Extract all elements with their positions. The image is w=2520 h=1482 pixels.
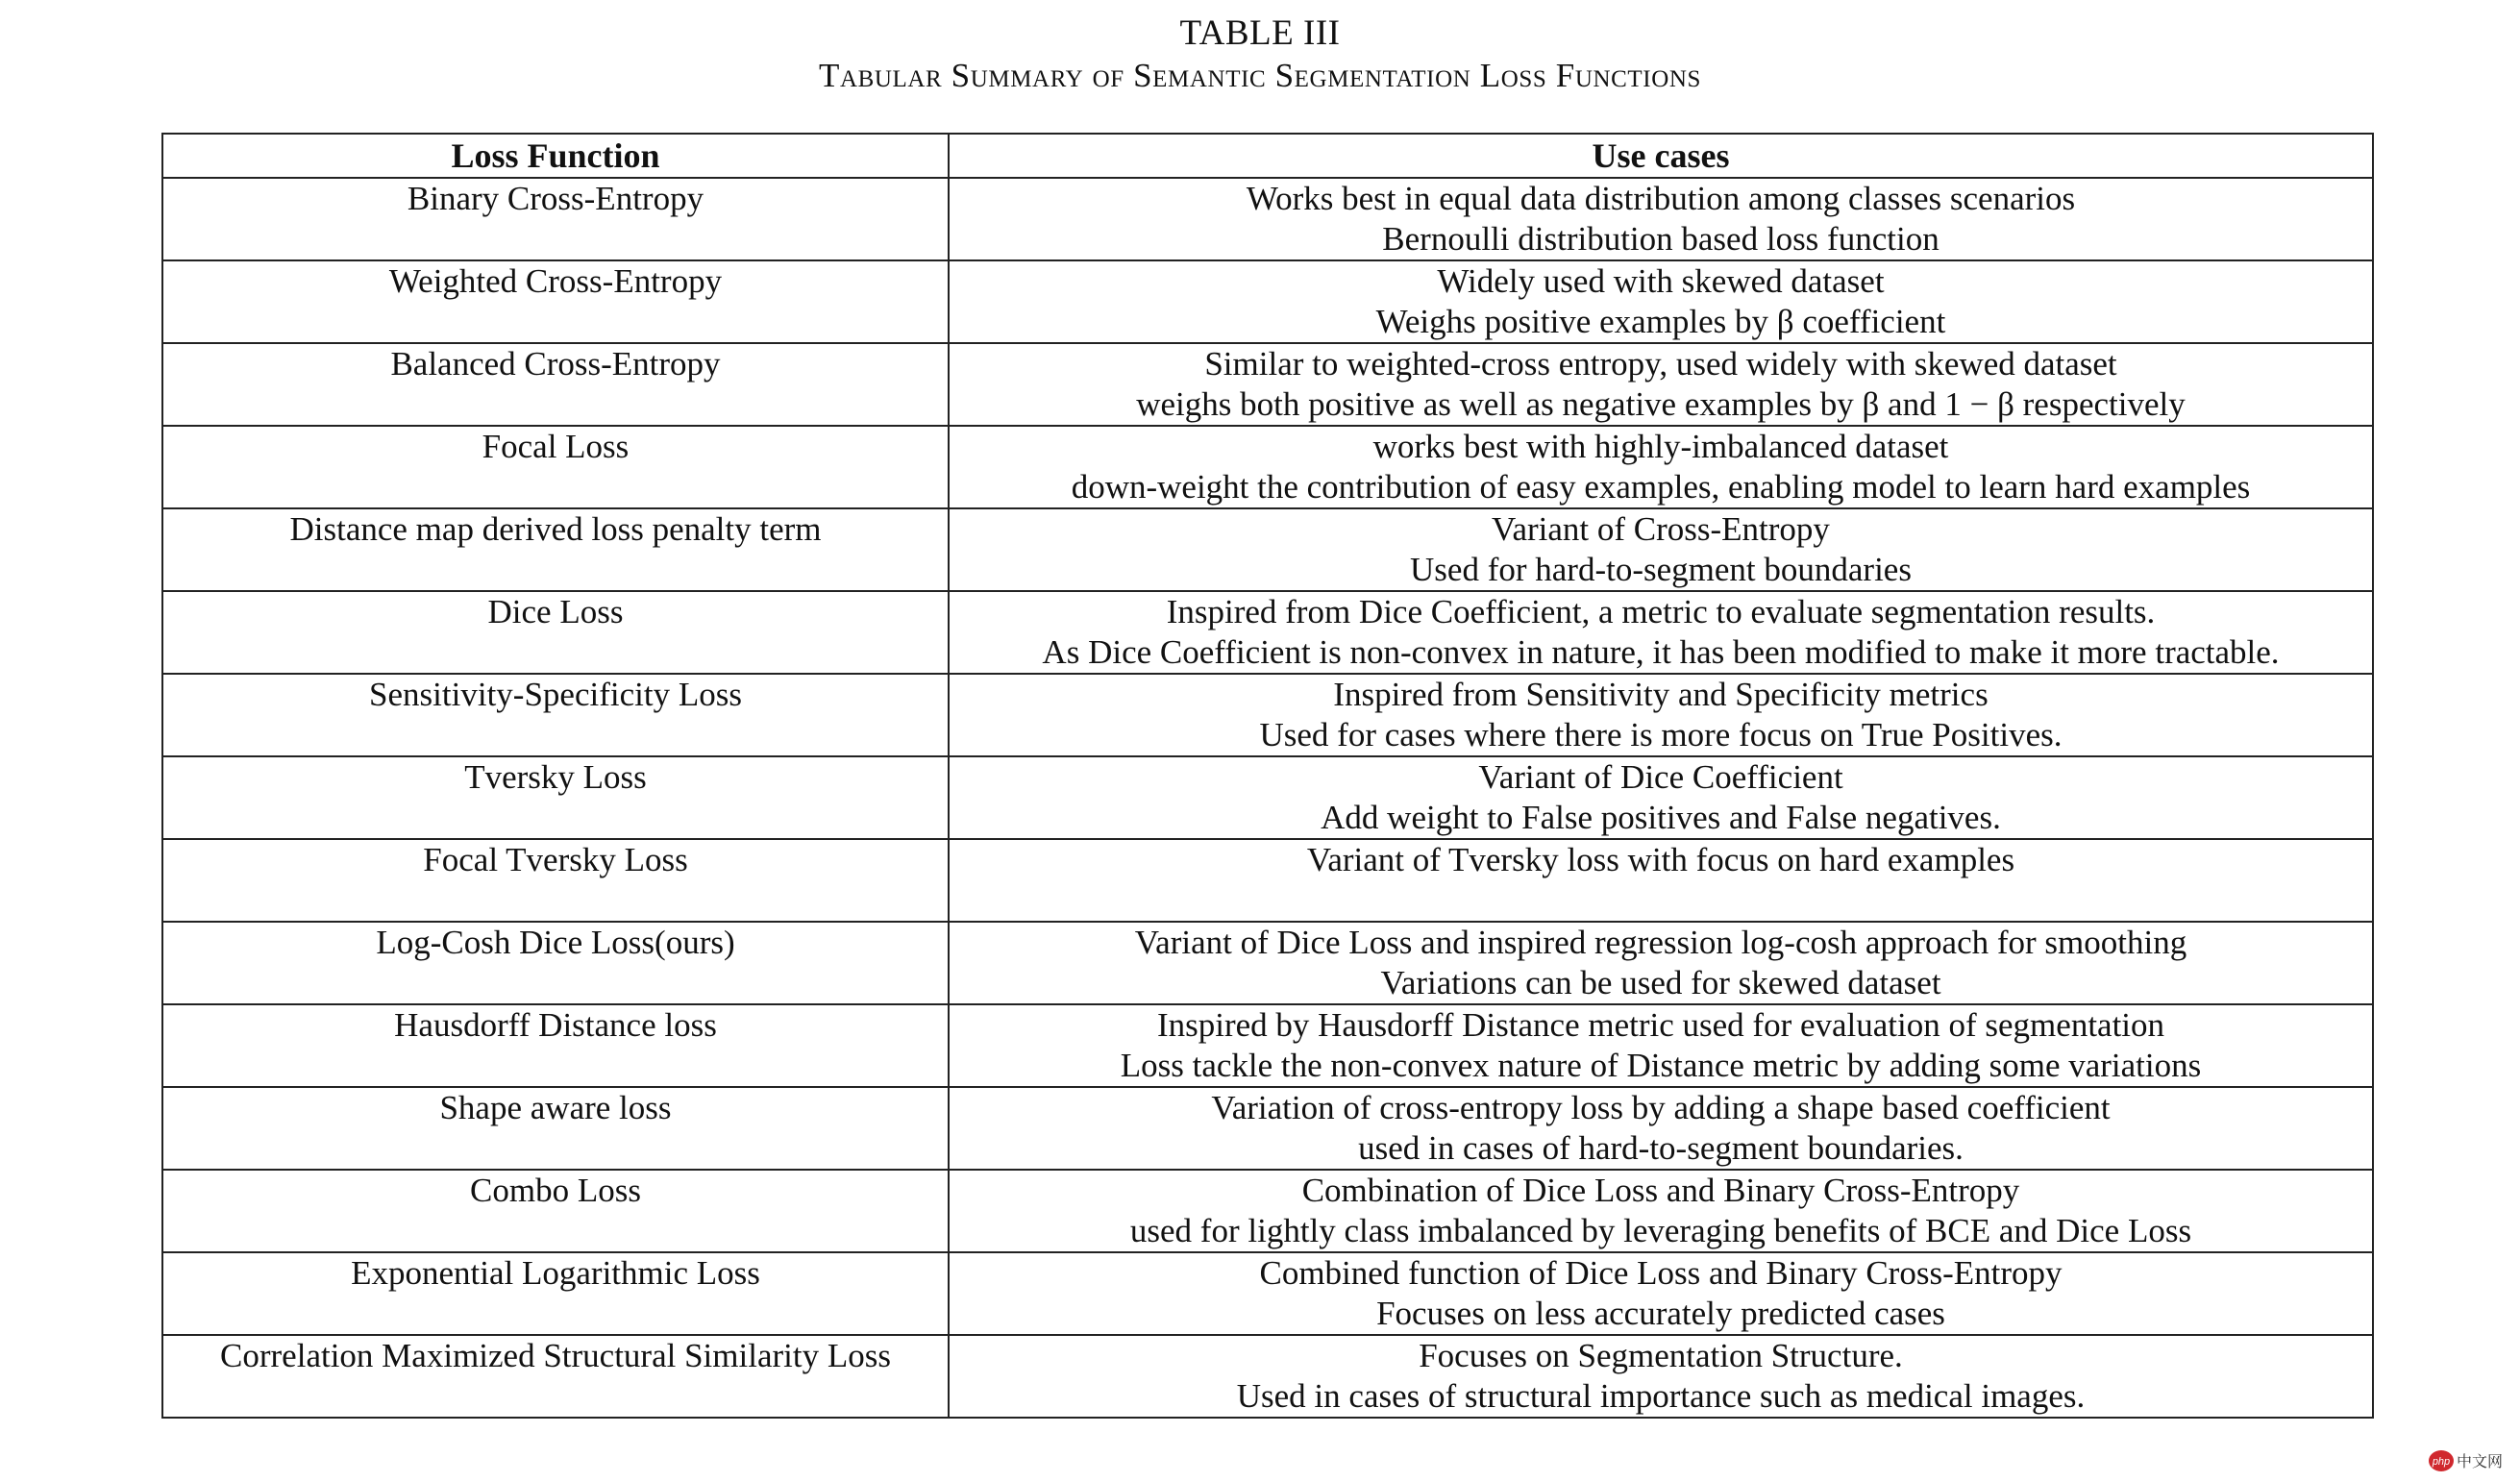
use-case-line-2: Variations can be used for skewed dataset <box>1380 964 1941 1001</box>
use-case-line-2: Add weight to False positives and False negatives. <box>1321 799 2001 836</box>
table-label: TABLE III <box>1179 13 1341 53</box>
loss-function-cell <box>162 756 949 839</box>
use-cases-cell <box>949 591 2373 674</box>
use-case-line-1: works best with highly-imbalanced dataset <box>1372 428 1949 465</box>
header-use-cases: Use cases <box>949 134 2373 178</box>
loss-function-name: Balanced Cross-Entropy <box>390 345 721 383</box>
loss-function-name: Combo Loss <box>470 1172 641 1209</box>
use-case-line-1: Variant of Dice Coefficient <box>1478 758 1843 796</box>
use-case-line-1: Combined function of Dice Loss and Binary Cross-Entropy <box>1259 1254 2063 1292</box>
site-logo <box>2428 1447 2510 1474</box>
use-case-line-2: Used in cases of structural importance such as medical images. <box>1236 1377 2086 1415</box>
use-case-line-2: weighs both positive as well as negative examples by β and 1 − β respectively <box>1136 385 2186 423</box>
use-cases-cell <box>949 1004 2373 1087</box>
table-row <box>162 756 2373 839</box>
loss-function-cell <box>162 1170 949 1252</box>
table-row <box>162 922 2373 1004</box>
loss-function-name: Shape aware loss <box>439 1089 672 1126</box>
table-row <box>162 508 2373 591</box>
loss-function-cell <box>162 1004 949 1087</box>
use-case-line-1: Variant of Tversky loss with focus on hard examples <box>1306 841 2015 878</box>
table-body <box>162 178 2373 1418</box>
loss-function-name: Distance map derived loss penalty term <box>289 510 822 548</box>
loss-function-name: Tversky Loss <box>464 758 647 796</box>
loss-function-name: Focal Loss <box>482 428 630 465</box>
use-case-line-1: Variation of cross-entropy loss by adding a shape based coefficient <box>1211 1089 2111 1126</box>
table-title: Tabular Summary of Semantic Segmentation Loss Functions <box>818 57 1702 94</box>
loss-function-name: Log-Cosh Dice Loss(ours) <box>376 924 735 961</box>
loss-function-cell <box>162 839 949 922</box>
loss-function-name: Sensitivity-Specificity Loss <box>369 676 742 713</box>
table-row <box>162 1170 2373 1252</box>
use-case-line-2: As Dice Coefficient is non-convex in nature, it has been modified to make it more tractable. <box>1042 633 2280 671</box>
loss-function-name: Dice Loss <box>487 593 624 630</box>
use-cases-cell <box>949 260 2373 343</box>
use-cases-cell <box>949 674 2373 756</box>
use-cases-cell <box>949 1170 2373 1252</box>
logo-badge-text: php <box>2432 1456 2451 1468</box>
loss-function-cell <box>162 426 949 508</box>
table-row <box>162 343 2373 426</box>
use-case-line-1: Inspired from Sensitivity and Specificity metrics <box>1333 676 1989 713</box>
use-case-line-1: Inspired from Dice Coefficient, a metric to evaluate segmentation results. <box>1166 593 2156 630</box>
use-cases-cell <box>949 1252 2373 1335</box>
loss-function-cell <box>162 343 949 426</box>
table-row <box>162 839 2373 922</box>
use-cases-cell <box>949 1335 2373 1418</box>
use-case-line-2: Bernoulli distribution based loss function <box>1382 220 1939 258</box>
use-cases-cell <box>949 426 2373 508</box>
use-case-line-1: Widely used with skewed dataset <box>1437 262 1885 300</box>
header-loss-function: Loss Function <box>162 134 949 178</box>
loss-function-cell <box>162 260 949 343</box>
use-case-line-1: Works best in equal data distribution among classes scenarios <box>1246 180 2076 217</box>
loss-function-name: Weighted Cross-Entropy <box>388 262 723 300</box>
loss-functions-table <box>161 133 2374 1419</box>
loss-function-name: Hausdorff Distance loss <box>394 1006 717 1044</box>
table-row <box>162 260 2373 343</box>
use-cases-cell <box>949 1087 2373 1170</box>
table-row <box>162 1004 2373 1087</box>
use-case-line-1: Inspired by Hausdorff Distance metric used for evaluation of segmentation <box>1156 1006 2165 1044</box>
loss-function-cell <box>162 1252 949 1335</box>
loss-function-name: Binary Cross-Entropy <box>407 180 704 217</box>
use-case-line-1: Variant of Cross-Entropy <box>1492 510 1830 548</box>
use-case-line-1: Focuses on Segmentation Structure. <box>1419 1337 1903 1374</box>
use-case-line-2: used for lightly class imbalanced by leveraging benefits of BCE and Dice Loss <box>1129 1212 2192 1249</box>
loss-function-name: Exponential Logarithmic Loss <box>351 1254 760 1292</box>
use-case-line-2: down-weight the contribution of easy examples, enabling model to learn hard examples <box>1071 468 2251 506</box>
use-case-line-1: Similar to weighted-cross entropy, used widely with skewed dataset <box>1204 345 2117 383</box>
loss-function-cell <box>162 178 949 260</box>
use-cases-cell <box>949 756 2373 839</box>
loss-function-cell <box>162 591 949 674</box>
header-row <box>162 134 2373 178</box>
loss-function-cell <box>162 508 949 591</box>
table-row <box>162 426 2373 508</box>
table-row <box>162 674 2373 756</box>
use-case-line-2: Focuses on less accurately predicted cases <box>1376 1295 1945 1332</box>
logo-site-text: 中文网 <box>2457 1452 2504 1470</box>
use-cases-cell <box>949 178 2373 260</box>
loss-function-cell <box>162 1335 949 1418</box>
use-cases-cell <box>949 508 2373 591</box>
loss-function-cell <box>162 674 949 756</box>
use-cases-cell <box>949 922 2373 1004</box>
table-row <box>162 178 2373 260</box>
use-case-line-2: used in cases of hard-to-segment boundaries. <box>1358 1129 1964 1167</box>
use-case-line-1: Combination of Dice Loss and Binary Cross-Entropy <box>1301 1172 2020 1209</box>
loss-function-name: Correlation Maximized Structural Similarity Loss <box>220 1337 891 1374</box>
use-case-line-1: Variant of Dice Loss and inspired regression log-cosh approach for smoothing <box>1134 924 2187 961</box>
use-case-line-2 <box>950 880 2372 921</box>
use-case-line-2: Used for hard-to-segment boundaries <box>1410 551 1912 588</box>
table-row <box>162 591 2373 674</box>
table-row <box>162 1252 2373 1335</box>
loss-function-cell <box>162 922 949 1004</box>
table-row <box>162 1335 2373 1418</box>
use-case-line-2: Weighs positive examples by β coefficient <box>1375 303 1946 340</box>
use-cases-cell <box>949 839 2373 922</box>
use-case-line-2: Used for cases where there is more focus on True Positives. <box>1259 716 2063 753</box>
table-row <box>162 1087 2373 1170</box>
loss-function-cell <box>162 1087 949 1170</box>
loss-function-name: Focal Tversky Loss <box>423 841 688 878</box>
use-case-line-2: Loss tackle the non-convex nature of Distance metric by adding some variations <box>1120 1047 2202 1084</box>
use-cases-cell <box>949 343 2373 426</box>
